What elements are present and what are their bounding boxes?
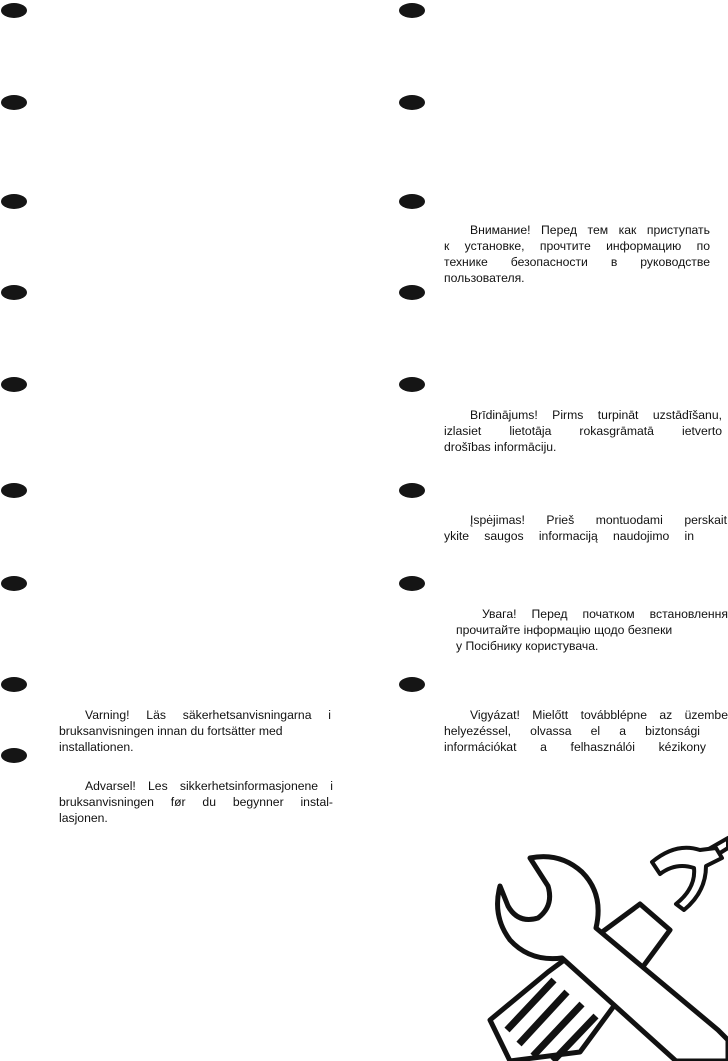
warning-swedish: Varning! Läs säkerhetsanvisningarna i bruksanvisningen innan du fortsätter med installationen. [59, 708, 331, 754]
language-bullet-right-4 [399, 285, 425, 300]
language-bullet-left-8 [1, 677, 27, 692]
warning-norwegian: Advarsel! Les sikkerhetsinformasjonene i bruksanvisningen før du begynner instal- lasjonen. [59, 779, 333, 825]
language-bullet-right-1 [399, 3, 425, 18]
language-bullet-left-3 [1, 194, 27, 209]
warning-latvian: Brīdinājums! Pirms turpināt uzstādīšanu, izlasiet lietotāja rokasgrāmatā ietverto drošības informāciju. [444, 408, 722, 454]
warning-ukrainian: Увага! Перед початком встановлення прочитайте інформацію щодо безпеки у Посібнику користувача. [456, 607, 728, 653]
warning-hungarian: Vigyázat! Mielőtt továbblépne az üzembe helyezéssel, olvassa el a biztonsági információkat a felhasználói kézikony [444, 708, 728, 754]
language-bullet-right-6 [399, 483, 425, 498]
language-bullet-right-3 [399, 194, 425, 209]
warning-lithuanian: Įspėjimas! Prieš montuodami perskait ykite saugos informaciją naudojimo in [444, 513, 727, 543]
wrench-and-screwdriver-icon [470, 835, 728, 1061]
language-bullet-right-8 [399, 677, 425, 692]
language-bullet-left-1 [1, 3, 27, 18]
language-bullet-right-7 [399, 576, 425, 591]
language-bullet-right-5 [399, 377, 425, 392]
language-bullet-left-5 [1, 377, 27, 392]
language-bullet-left-6 [1, 483, 27, 498]
language-bullet-left-4 [1, 285, 27, 300]
warning-russian: Внимание! Перед тем как приступать к установке, прочтите информацию по технике безопасности в руководстве пользователя. [444, 223, 710, 285]
language-bullet-left-9 [1, 748, 27, 763]
language-bullet-left-2 [1, 95, 27, 110]
language-bullet-left-7 [1, 576, 27, 591]
language-bullet-right-2 [399, 95, 425, 110]
